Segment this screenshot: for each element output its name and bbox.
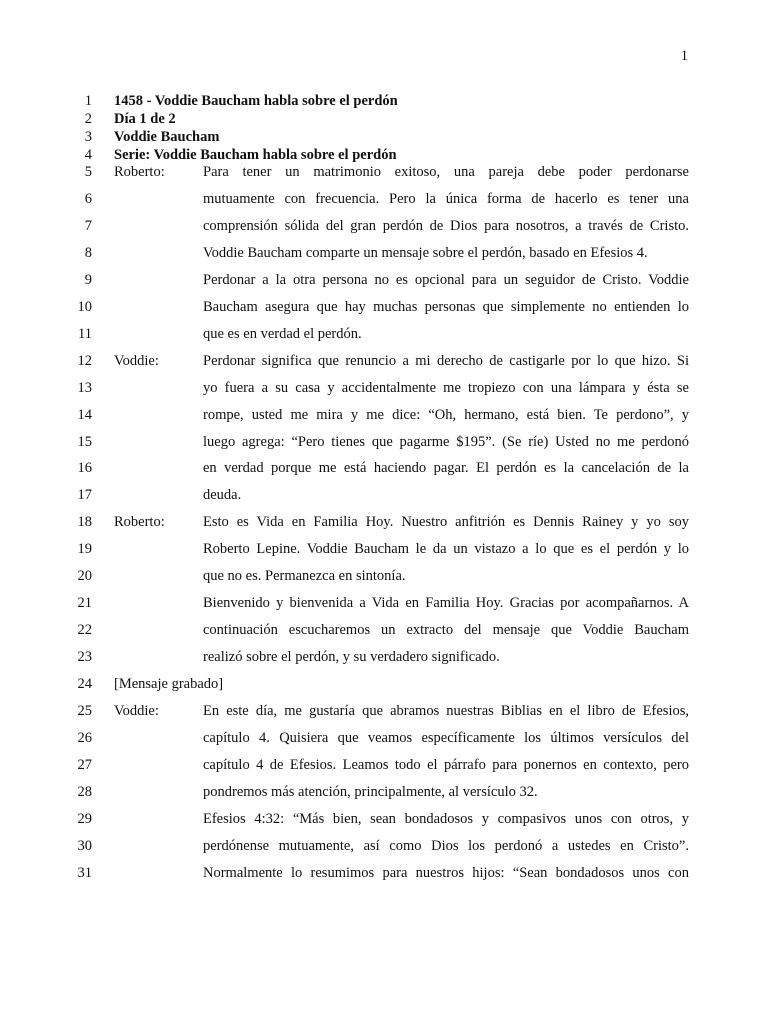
transcript-line	[0, 730, 768, 748]
transcript-line	[0, 757, 768, 775]
dialogue-text: Roberto Lepine. Voddie Baucham le da un vistazo a lo que es el perdón y lo	[203, 541, 689, 558]
line-number: 6	[84, 190, 92, 207]
dialogue-text: Efesios 4:32: “Más bien, sean bondadosos y compasivos unos con otros, y	[203, 810, 689, 827]
dialogue-text: comprensión sólida del gran perdón de Dios para nosotros, a través de Cristo.	[203, 217, 689, 234]
dialogue-text: en verdad porque me está haciendo pagar. El perdón es la cancelación de la	[203, 460, 689, 477]
transcript-line	[0, 299, 768, 317]
transcript-line	[0, 326, 768, 344]
transcript-line	[0, 93, 768, 111]
transcript-line	[0, 380, 768, 398]
transcript-line	[0, 272, 768, 290]
line-number: 10	[77, 298, 92, 315]
dialogue-text: luego agrega: “Pero tienes que pagarme $195”. (Se ríe) Usted no me perdonó	[203, 433, 689, 450]
line-number: 8	[84, 244, 92, 261]
line-number: 4	[84, 147, 92, 163]
transcript-line	[0, 129, 768, 147]
line-number: 16	[77, 460, 92, 477]
line-number: 7	[84, 217, 92, 234]
speaker-label: Voddie:	[114, 703, 159, 719]
dialogue-text: Perdonar a la otra persona no es opcional para un seguidor de Cristo. Voddie	[203, 271, 689, 288]
line-number: 20	[77, 568, 92, 585]
transcript-line	[0, 595, 768, 613]
transcript-line	[0, 622, 768, 640]
dialogue-text: En este día, me gustaría que abramos nuestras Biblias en el libro de Efesios,	[203, 703, 689, 719]
line-number: 14	[77, 406, 92, 423]
transcript-line	[0, 487, 768, 505]
transcript-line	[0, 541, 768, 559]
line-number: 29	[77, 810, 92, 827]
speaker-label: Voddie:	[114, 352, 159, 369]
dialogue-text: Perdonar significa que renuncio a mi derecho de castigarle por lo que hizo. Si	[203, 352, 689, 369]
dialogue-text: que es en verdad el perdón.	[203, 325, 362, 342]
line-number: 18	[77, 514, 92, 531]
heading-line: Serie: Voddie Baucham habla sobre el perdón	[114, 147, 397, 163]
line-number: 21	[77, 595, 92, 612]
dialogue-text: Bienvenido y bienvenida a Vida en Familia Hoy. Gracias por acompañarnos. A	[203, 595, 689, 612]
transcript-line	[0, 784, 768, 802]
transcript-line	[0, 865, 768, 883]
dialogue-text: perdónense mutuamente, así como Dios los perdonó a ustedes en Cristo”.	[203, 837, 689, 854]
transcript-line	[0, 460, 768, 478]
line-number: 28	[77, 783, 92, 800]
transcript-line	[0, 811, 768, 829]
transcript-line	[0, 514, 768, 532]
line-number: 27	[77, 756, 92, 773]
line-number: 23	[77, 649, 92, 666]
dialogue-text: Baucham asegura que hay muchas personas que simplemente no entienden lo	[203, 298, 689, 315]
heading-line: Día 1 de 2	[114, 111, 176, 127]
transcript-line	[0, 838, 768, 856]
line-number: 2	[84, 111, 92, 127]
heading-line: Voddie Baucham	[114, 129, 220, 145]
dialogue-text: Esto es Vida en Familia Hoy. Nuestro anfitrión es Dennis Rainey y yo soy	[203, 514, 689, 531]
line-number: 11	[78, 325, 92, 342]
line-number: 1	[84, 93, 92, 109]
transcript-line	[0, 111, 768, 129]
speaker-label: Roberto:	[114, 164, 165, 180]
transcript-line	[0, 434, 768, 452]
transcript-line	[0, 147, 768, 165]
line-number: 9	[84, 271, 92, 288]
line-number: 24	[77, 676, 92, 693]
dialogue-text: Para tener un matrimonio exitoso, una pareja debe poder perdonarse	[203, 164, 689, 180]
dialogue-text: yo fuera a su casa y accidentalmente me tropiezo con una lámpara y ésta se	[203, 379, 689, 396]
dialogue-text: que no es. Permanezca en sintonía.	[203, 568, 406, 585]
dialogue-text: pondremos más atención, principalmente, al versículo 32.	[203, 783, 538, 800]
line-number: 15	[77, 433, 92, 450]
dialogue-text: Normalmente lo resumimos para nuestros hijos: “Sean bondadosos unos con	[203, 864, 689, 881]
transcript-line	[0, 218, 768, 236]
stage-note: [Mensaje grabado]	[114, 676, 224, 693]
transcript-line	[0, 407, 768, 425]
dialogue-text: capítulo 4. Quisiera que veamos específicamente los últimos versículos del	[203, 729, 689, 746]
transcript-line	[0, 676, 768, 694]
transcript-line	[0, 568, 768, 586]
transcript-line	[0, 245, 768, 263]
transcript-line	[0, 703, 768, 721]
page-number: 1	[680, 48, 688, 64]
dialogue-text: capítulo 4 de Efesios. Leamos todo el párrafo para ponernos en contexto, pero	[203, 756, 689, 773]
line-number: 17	[77, 487, 92, 504]
dialogue-text: rompe, usted me mira y me dice: “Oh, hermano, está bien. Te perdono”, y	[203, 406, 689, 423]
line-number: 22	[77, 622, 92, 639]
dialogue-text: continuación escucharemos un extracto del mensaje que Voddie Baucham	[203, 622, 689, 639]
line-number: 3	[84, 129, 92, 145]
line-number: 30	[77, 837, 92, 854]
speaker-label: Roberto:	[114, 514, 165, 531]
line-number: 5	[84, 164, 92, 180]
line-number: 31	[77, 864, 92, 881]
dialogue-text: Voddie Baucham comparte un mensaje sobre el perdón, basado en Efesios 4.	[203, 244, 648, 261]
transcript-line	[0, 191, 768, 209]
heading-line: 1458 - Voddie Baucham habla sobre el perdón	[114, 93, 398, 109]
line-number: 12	[77, 352, 92, 369]
dialogue-text: deuda.	[203, 487, 242, 504]
transcript-line	[0, 353, 768, 371]
line-number: 26	[77, 729, 92, 746]
transcript-line	[0, 649, 768, 667]
line-number: 13	[77, 379, 92, 396]
line-number: 25	[77, 703, 92, 719]
transcript-line	[0, 164, 768, 182]
dialogue-text: mutuamente con frecuencia. Pero la única forma de hacerlo es tener una	[203, 190, 689, 207]
dialogue-text: realizó sobre el perdón, y su verdadero significado.	[203, 649, 500, 666]
line-number: 19	[77, 541, 92, 558]
